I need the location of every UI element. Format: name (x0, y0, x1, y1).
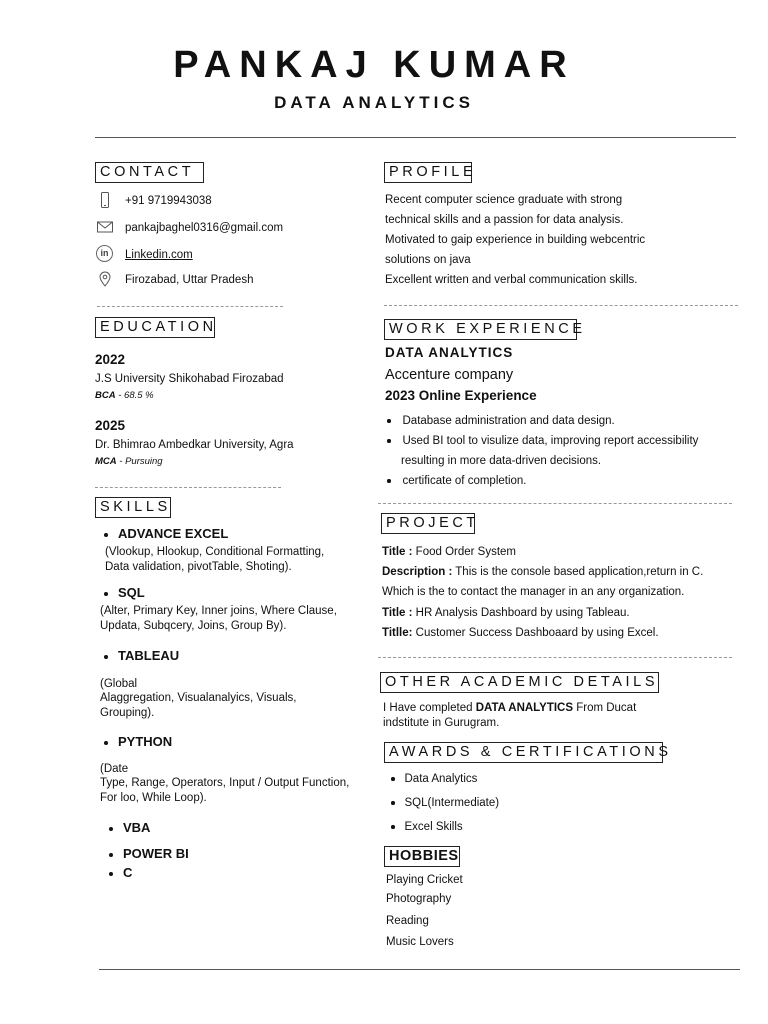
award-name: Excel Skills (404, 821, 463, 833)
award-name: SQL(Intermediate) (404, 797, 500, 809)
hobby-item: Reading (386, 915, 429, 927)
project-line (382, 545, 516, 559)
academic-heading: OTHER ACADEMIC DETAILS (380, 672, 659, 693)
profile-line: Recent computer science graduate with strong (385, 194, 623, 206)
skill-detail: Data validation, pivotTable, Shoting). (105, 561, 292, 573)
hobbies-heading: HOBBIES (384, 846, 460, 867)
work-heading: WORK EXPERIENCE (384, 319, 577, 340)
candidate-name: PANKAJ KUMAR (173, 44, 575, 86)
skill-detail: Grouping). (100, 707, 155, 719)
project-label: Title : (382, 607, 413, 619)
contact-heading: CONTACT (95, 162, 204, 183)
skill-name: SQL (118, 585, 145, 600)
skill-detail: Type, Range, Operators, Input / Output Function, (100, 777, 350, 789)
work-bullet-continued: resulting in more data-driven decisions. (401, 455, 602, 467)
work-bullet-text: Used BI tool to visulize data, improving report accessibility (402, 435, 699, 447)
project-line (382, 565, 703, 579)
project-text: This is the console based application,return in C. (452, 566, 704, 578)
education-degree-line (95, 456, 163, 467)
contact-email[interactable]: pankajbaghel0316@gmail.com (125, 222, 284, 234)
skill-item (109, 846, 189, 861)
email-icon (97, 219, 113, 235)
work-bullet-text: certificate of completion. (402, 475, 527, 487)
award-item (391, 820, 463, 834)
award-item (391, 796, 499, 810)
skill-item (104, 734, 172, 749)
profile-line: technical skills and a passion for data analysis. (385, 214, 624, 226)
phone-icon (97, 192, 113, 208)
skill-detail: (Alter, Primary Key, Inner joins, Where Clause, (100, 605, 337, 617)
profile-line: Motivated to gaip experience in building webcentric (385, 234, 646, 246)
work-bullet (387, 414, 615, 428)
skill-name: VBA (123, 820, 151, 835)
education-degree: BCA (95, 390, 116, 401)
awards-heading: AWARDS & CERTIFICATIONS (384, 742, 663, 763)
skill-name: PYTHON (118, 734, 173, 749)
work-divider (378, 503, 732, 504)
project-label: Title : (382, 546, 413, 558)
award-item (391, 772, 477, 786)
skill-name: ADVANCE EXCEL (118, 526, 229, 541)
contact-linkedin[interactable]: Linkedin.com (125, 249, 193, 261)
contact-location: Firozabad, Uttar Pradesh (125, 274, 254, 286)
skills-heading: SKILLS (95, 497, 171, 518)
work-bullet (387, 434, 698, 448)
education-degree: MCA (95, 456, 117, 467)
project-text: Food Order System (412, 546, 517, 558)
education-year: 2022 (95, 352, 126, 367)
education-grade: - 68.5 % (115, 390, 154, 401)
project-text: Customer Success Dashboaard by using Excel. (412, 627, 659, 639)
work-company: Accenture company (385, 367, 514, 383)
hobby-item: Music Lovers (386, 936, 454, 948)
project-divider (378, 657, 732, 658)
hobby-item: Photography (386, 893, 452, 905)
skill-name: POWER BI (123, 846, 189, 861)
academic-line: indstitute in Gurugram. (383, 717, 500, 729)
skill-name: C (123, 865, 133, 880)
skill-item (104, 648, 179, 663)
profile-line: solutions on java (385, 254, 471, 266)
profile-line: Excellent written and verbal communication skills. (385, 274, 638, 286)
skill-detail: For loo, While Loop). (100, 792, 207, 804)
education-status: - Pursuing (116, 456, 163, 467)
project-text: Which is the to contact the manager in an any organization. (382, 586, 685, 598)
profile-divider (384, 305, 738, 306)
award-name: Data Analytics (404, 773, 478, 785)
skill-item (109, 820, 150, 835)
linkedin-icon: in (96, 245, 113, 262)
skill-name: TABLEAU (118, 648, 180, 663)
academic-course: DATA ANALYTICS (475, 702, 574, 714)
project-text: HR Analysis Dashboard by using Tableau. (412, 607, 630, 619)
hobby-item: Playing Cricket (386, 874, 463, 886)
education-year: 2025 (95, 418, 126, 433)
candidate-title: DATA ANALYTICS (274, 93, 474, 112)
work-bullet-text: Database administration and data design. (402, 415, 615, 427)
location-pin-icon (97, 271, 113, 287)
work-role: DATA ANALYTICS (385, 345, 514, 360)
project-line (382, 606, 630, 620)
work-bullet (387, 474, 527, 488)
education-divider (95, 487, 281, 488)
contact-phone: +91 9719943038 (125, 195, 212, 207)
education-degree-line (95, 390, 154, 401)
education-heading: EDUCATION (95, 317, 215, 338)
contact-divider (97, 306, 283, 307)
project-label: Description : (382, 566, 453, 578)
project-heading: PROJECT (381, 513, 475, 534)
academic-line: I Have completed DATA ANALYTICS From Ducat (383, 702, 637, 714)
skill-detail: (Date (100, 763, 129, 775)
header-divider (95, 137, 736, 138)
skill-item (104, 585, 145, 600)
project-label: Titlle: (382, 627, 413, 639)
skill-detail: Updata, Subqcery, Joins, Group By). (100, 620, 287, 632)
skill-detail: (Vlookup, Hlookup, Conditional Formatting, (105, 546, 325, 558)
skill-detail: (Global (100, 678, 138, 690)
skill-item (109, 865, 132, 880)
education-school: Dr. Bhimrao Ambedkar University, Agra (95, 439, 294, 451)
skill-item (104, 526, 228, 541)
footer-divider (99, 969, 740, 970)
profile-heading: PROFILE (384, 162, 472, 183)
project-line (382, 585, 684, 599)
project-line (382, 626, 659, 640)
skill-detail: Alaggregation, Visualanalyics, Visuals, (100, 692, 297, 704)
education-school: J.S University Shikohabad Firozabad (95, 373, 284, 385)
work-period: 2023 Online Experience (385, 388, 537, 403)
